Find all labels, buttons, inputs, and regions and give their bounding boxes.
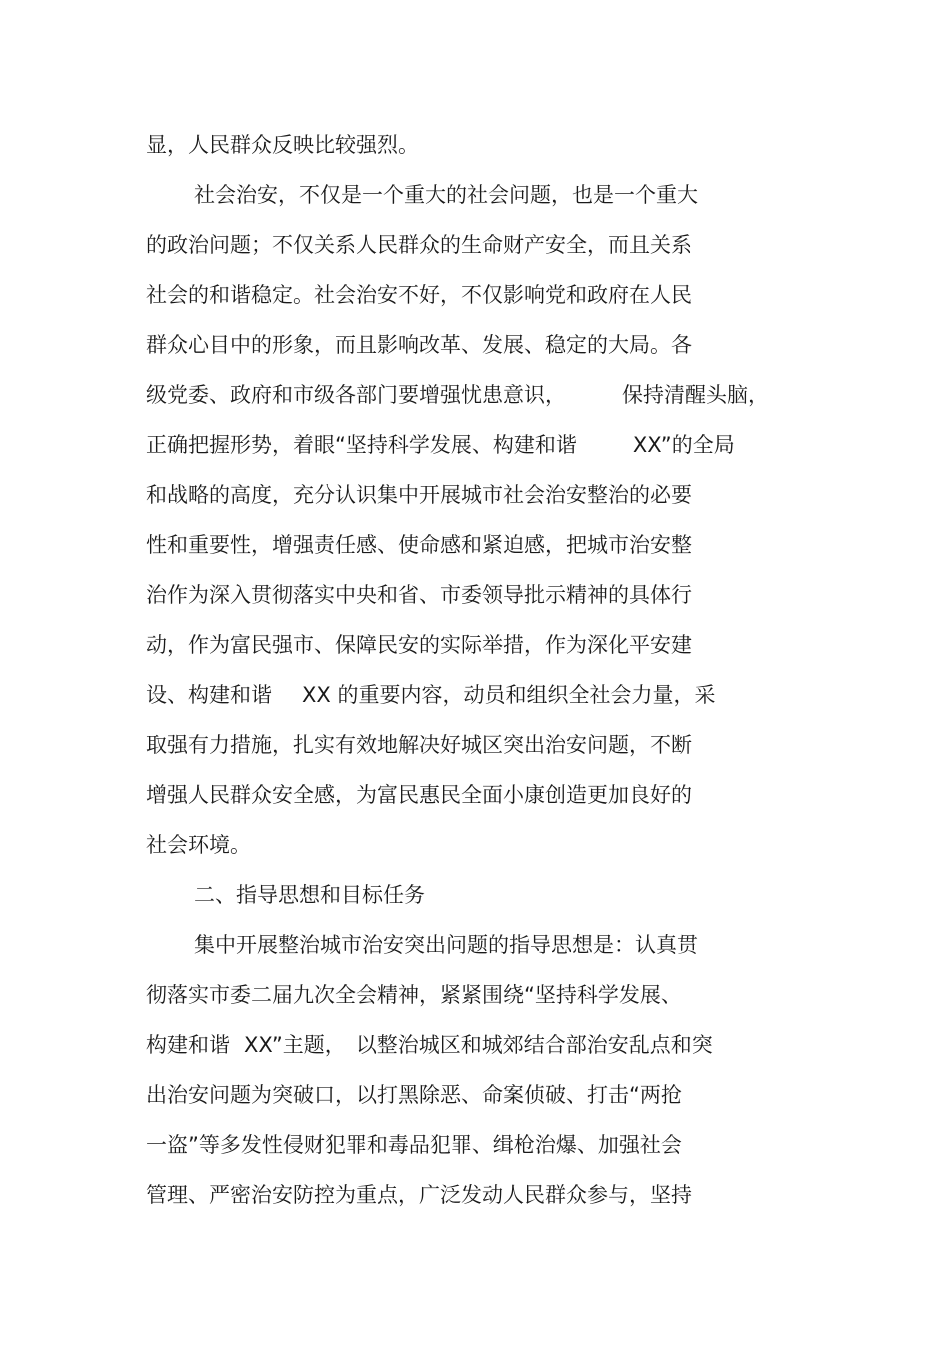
text-line (146, 220, 846, 270)
text-line (146, 570, 846, 620)
text-line (146, 320, 846, 370)
text-line (146, 970, 846, 1020)
text-segment: XX 的重要内容，动员和组织全社会力量，采 (302, 683, 716, 707)
body-text (146, 120, 846, 1220)
text-segment: 社会的和谐稳定。社会治安不好，不仅影响党和政府在人民 (146, 283, 692, 307)
text-line (146, 470, 846, 520)
text-segment: 以整治城区和城郊结合部治安乱点和突 (355, 1033, 713, 1057)
text-segment: 和战略的高度，充分认识集中开展城市社会治安整治的必要 (146, 483, 692, 507)
section-heading (146, 870, 846, 920)
text-segment: 二、指导思想和目标任务 (194, 883, 425, 907)
text-segment: XX”的全局 (632, 433, 735, 457)
text-segment: 显，人民群众反映比较强烈。 (146, 133, 419, 157)
text-segment: 级党委、政府和市级各部门要增强忧患意识， (146, 383, 566, 407)
text-segment: 社会环境。 (146, 833, 251, 857)
text-line (146, 770, 846, 820)
text-line (146, 420, 846, 470)
text-line (146, 920, 846, 970)
text-segment: 集中开展整治城市治安突出问题的指导思想是：认真贯 (194, 933, 698, 957)
text-segment: 管理、严密治安防控为重点，广泛发动人民群众参与，坚持 (146, 1183, 692, 1207)
text-segment: 保持清醒头脑， (622, 383, 769, 407)
text-line (146, 120, 846, 170)
text-line (146, 1020, 846, 1070)
text-segment: 的政治问题；不仅关系人民群众的生命财产安全，而且关系 (146, 233, 692, 257)
text-segment: 正确把握形势，着眼“坚持科学发展、构建和谐 (146, 433, 577, 457)
text-line (146, 520, 846, 570)
text-segment: 一盗”等多发性侵财犯罪和毒品犯罪、缉枪治爆、加强社会 (146, 1133, 682, 1157)
text-segment: 治作为深入贯彻落实中央和省、市委领导批示精神的具体行 (146, 583, 692, 607)
text-line (146, 720, 846, 770)
text-segment: 增强人民群众安全感，为富民惠民全面小康创造更加良好的 (146, 783, 692, 807)
text-segment: 彻落实市委二届九次全会精神，紧紧围绕“坚持科学发展、 (146, 983, 682, 1007)
text-segment: 出治安问题为突破口，以打黑除恶、命案侦破、打击“两抢 (146, 1083, 682, 1107)
text-segment: 构建和谐 (146, 1033, 230, 1057)
text-segment: 社会治安，不仅是一个重大的社会问题，也是一个重大 (194, 183, 698, 207)
text-segment: 性和重要性，增强责任感、使命感和紧迫感，把城市治安整 (146, 533, 692, 557)
text-segment: 设、构建和谐 (146, 683, 272, 707)
text-line (146, 270, 846, 320)
text-segment: 群众心目中的形象，而且影响改革、发展、稳定的大局。各 (146, 333, 692, 357)
text-line (146, 1070, 846, 1120)
text-line (146, 820, 846, 870)
text-segment: XX”主题， (244, 1033, 346, 1057)
text-line (146, 620, 846, 670)
text-line (146, 370, 846, 420)
text-line (146, 670, 846, 720)
text-segment: 动，作为富民强市、保障民安的实际举措，作为深化平安建 (146, 633, 692, 657)
text-segment: 取强有力措施，扎实有效地解决好城区突出治安问题，不断 (146, 733, 692, 757)
text-line (146, 1170, 846, 1220)
text-line (146, 1120, 846, 1170)
text-line (146, 170, 846, 220)
